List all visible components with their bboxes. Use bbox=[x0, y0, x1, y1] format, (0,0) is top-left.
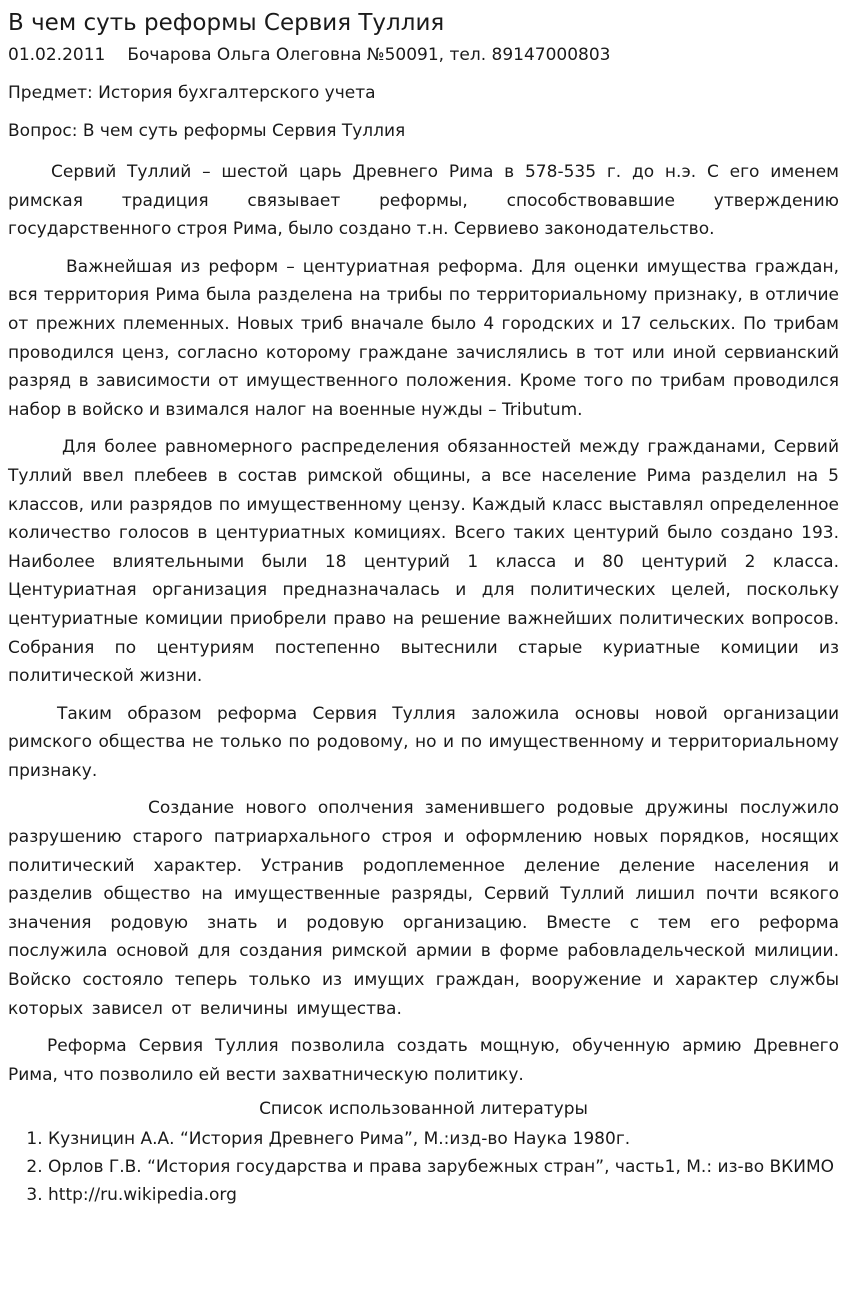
references-title: Список использованной литературы bbox=[259, 1099, 588, 1120]
paragraph-4: Таким образом реформа Сервия Туллия заложила основы новой организации римского общества не только по родовому, но и по имущественному и территориальному признаку. bbox=[8, 703, 839, 781]
document-meta bbox=[8, 44, 839, 66]
reference-item: 1. Кузницин А.А. “История Древнего Рима”, М.:изд-во Наука 1980г. bbox=[48, 1125, 839, 1153]
paragraph-5: Создание нового ополчения заменившего родовые дружины послужило разрушению старого патриархального строя и оформлению новых порядков, носящих политический характер. Устранив родоплеменное деление деление населения и разделив общество на имущественные разряды, Сервий Туллий лишил почти всякого значения родовую знать и родовую организацию. Вместе с тем его реформа послужила основой для создания римской армии в форме рабовладельческой милиции. Войско состояло теперь только из имущих граждан, вооружение и характер службы которых зависел от величины имущества. bbox=[8, 798, 839, 1019]
paragraph-2: Важнейшая из реформ – центуриатная реформа. Для оценки имущества граждан, вся территория Рима была разделена на трибы по территориальному признаку, в отличие от прежних племенных. Новых триб вначале было 4 городских и 17 сельских. По трибам проводился ценз, согласно которому граждане зачислялись в тот или иной сервианский разряд в зависимости от имущественного положения. Кроме того по трибам проводился набор в войско и взимался налог на военные нужды – Tributum. bbox=[8, 256, 839, 420]
document-date: 01.02.2011 bbox=[8, 45, 106, 65]
paragraph-6: Реформа Сервия Туллия позволила создать мощную, обученную армию Древнего Рима, что позволило ей вести захватническую политику. bbox=[8, 1036, 839, 1085]
paragraph-3: Для более равномерного распределения обязанностей между гражданами, Сервий Туллий ввел плебеев в состав римской общины, а все население Рима разделил на 5 классов, или разрядов по имущественному цензу. Каждый класс выставлял определенное количество голосов в центуриатных комициях. Всего таких центурий было создано 193. Наиболее влиятельными были 18 центурий 1 класса и 80 центурий 2 класса. Центуриатная организация предназначалась и для политических целей, поскольку центуриатные комиции приобрели право на решение важнейших политических вопросов. Собрания по центуриям постепенно вытеснили старые куриатные комиции из политической жизни. bbox=[8, 437, 839, 687]
reference-item[interactable]: 3. http://ru.wikipedia.org bbox=[48, 1181, 839, 1209]
document-subject: Предмет: История бухгалтерского учета bbox=[8, 83, 376, 103]
reference-item: 2. Орлов Г.В. “История государства и права зарубежных стран”, часть1, М.: из-во ВКИМО bbox=[48, 1153, 839, 1181]
document-title: В чем суть реформы Сервия Туллия bbox=[8, 10, 445, 36]
paragraph-1: Сервий Туллий – шестой царь Древнего Рима в 578-535 г. до н.э. С его именем римская традиция связывает реформы, способствовавшие утверждению государственного строя Рима, было создано т.н. Сервиево законодательство. bbox=[8, 162, 839, 240]
document-author: Бочарова Ольга Олеговна №50091, тел. 89147000803 bbox=[127, 45, 611, 65]
document-question: Вопрос: В чем суть реформы Сервия Туллия bbox=[8, 121, 406, 141]
references-list bbox=[8, 1125, 839, 1209]
